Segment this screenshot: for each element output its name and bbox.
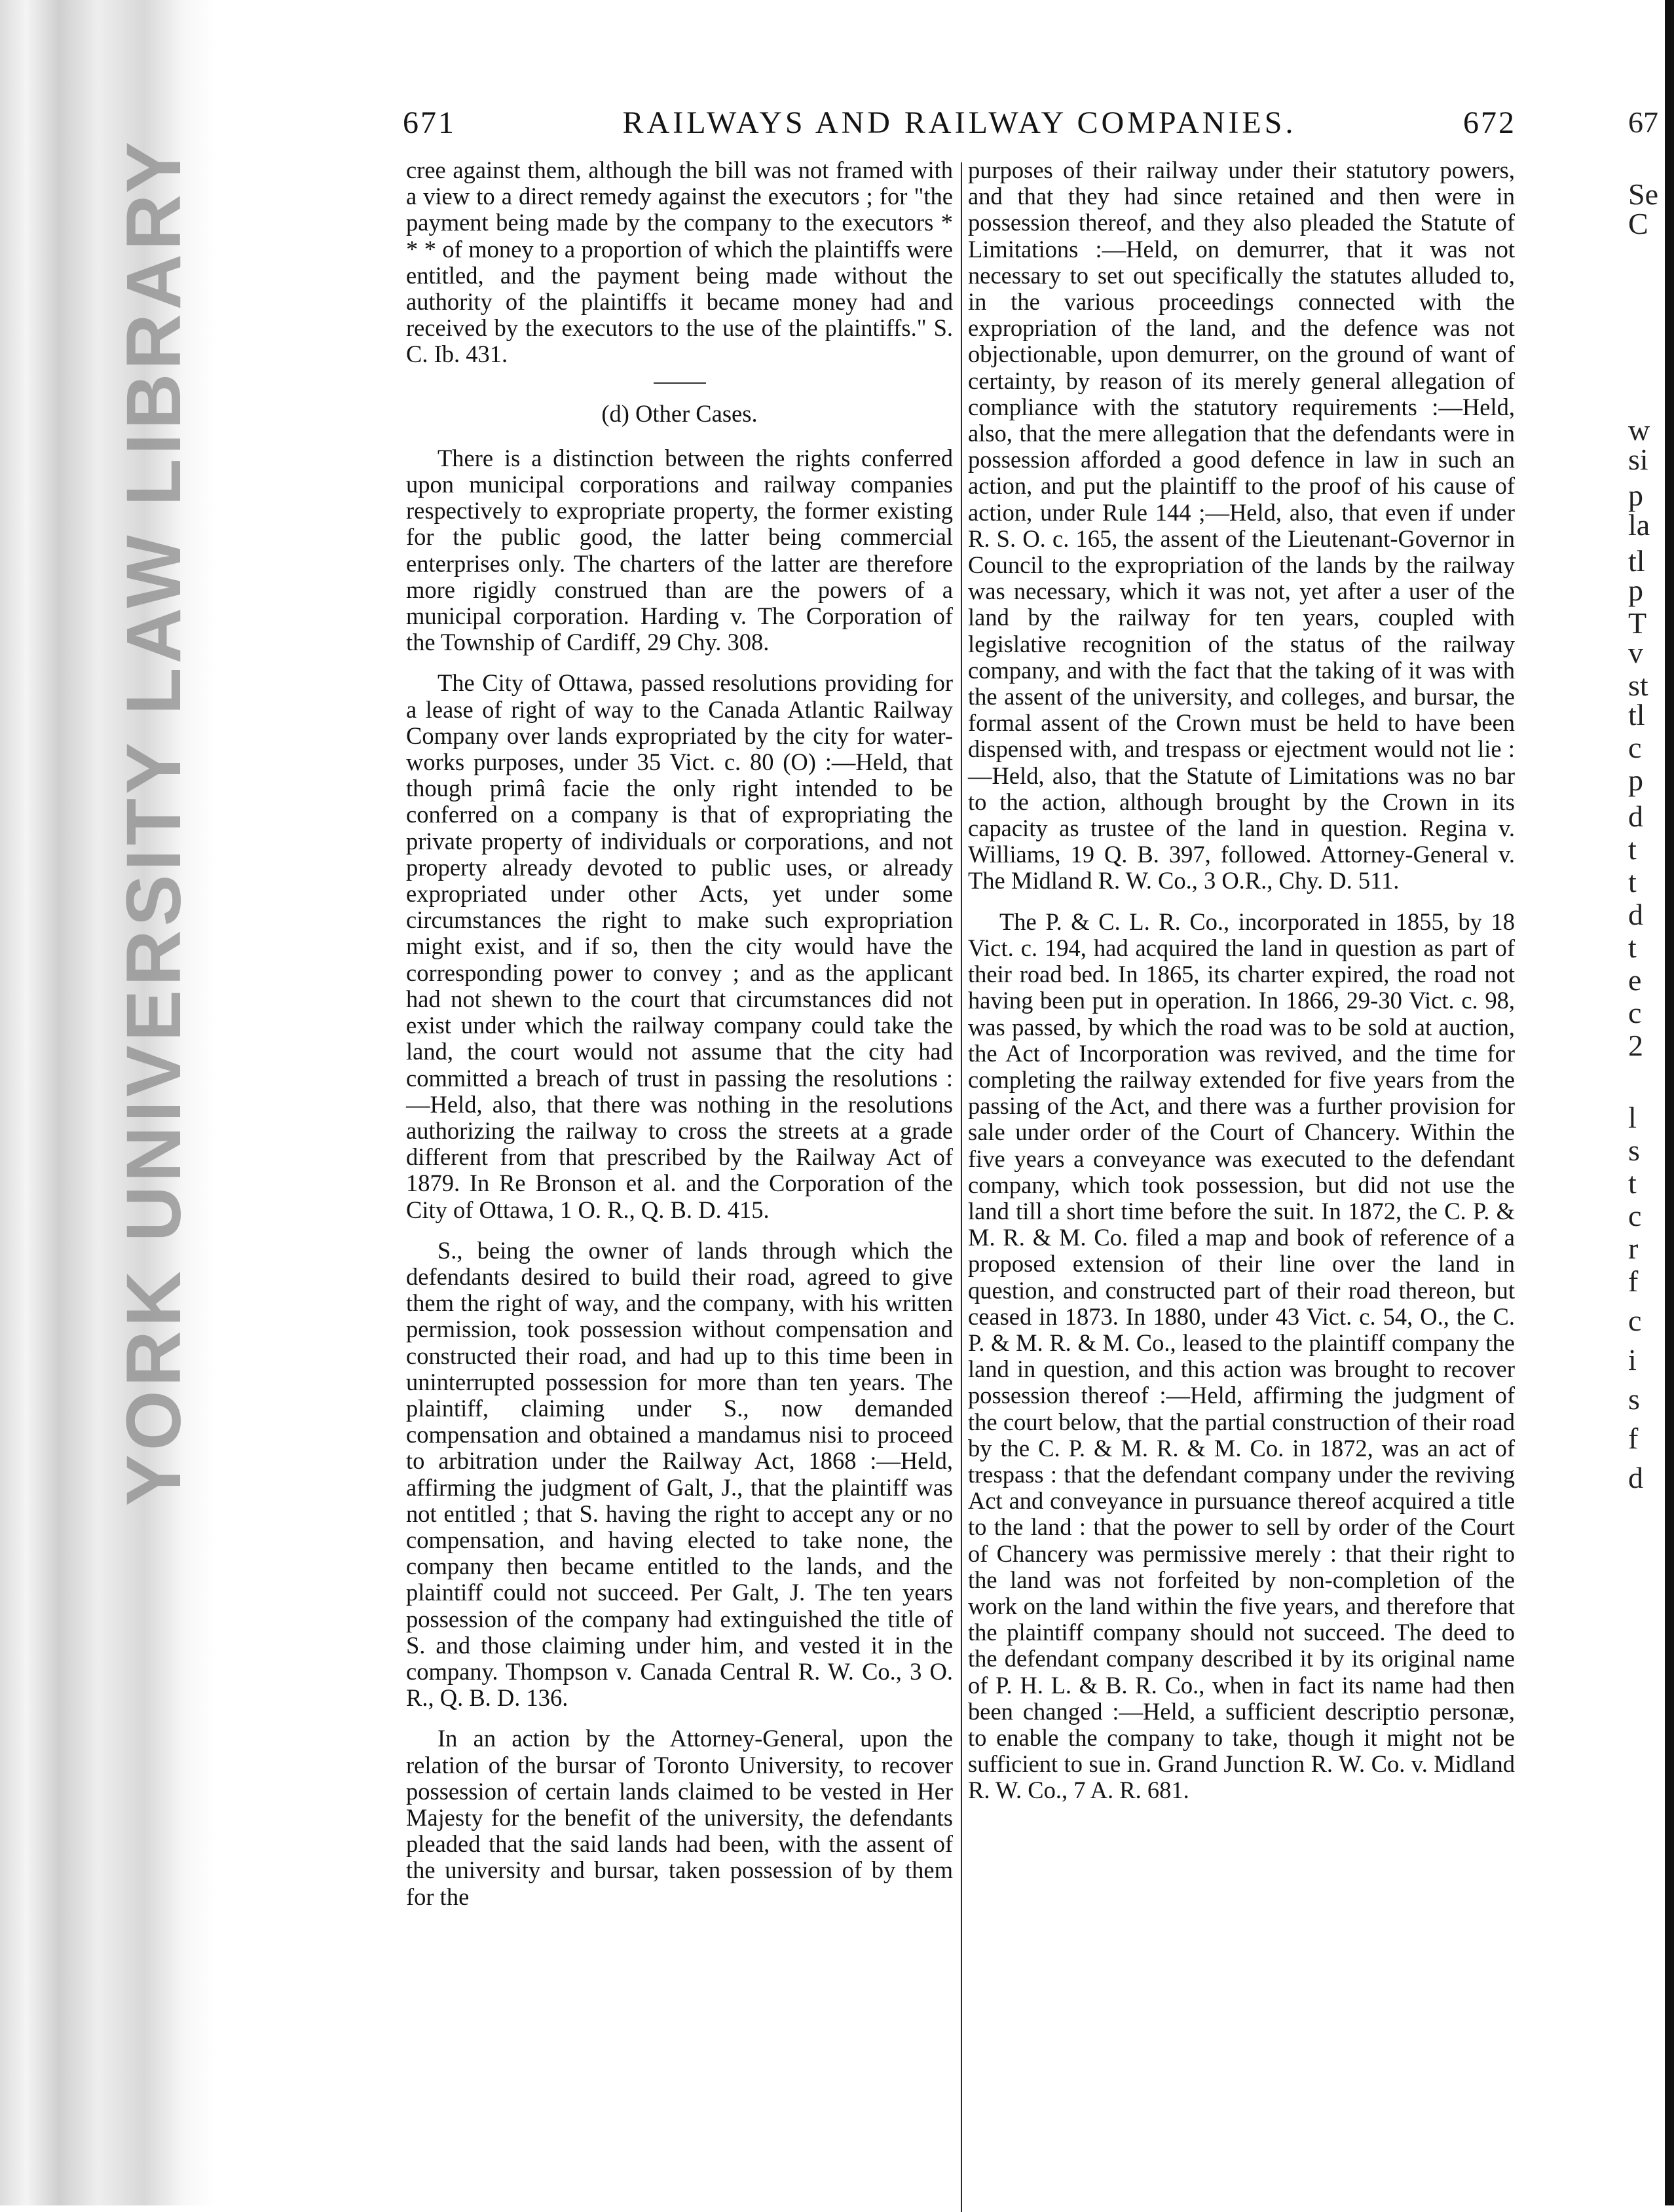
edge-fragment: s bbox=[1628, 1382, 1640, 1416]
edge-fragment: Se bbox=[1628, 177, 1658, 211]
edge-fragment: i bbox=[1628, 1343, 1637, 1376]
edge-fragment: e bbox=[1628, 963, 1642, 997]
edge-fragment: C bbox=[1628, 207, 1648, 240]
edge-fragment: t bbox=[1628, 1166, 1637, 1200]
edge-fragment: c bbox=[1628, 731, 1642, 764]
edge-fragment: d bbox=[1628, 1461, 1643, 1494]
edge-fragment: p bbox=[1628, 574, 1643, 607]
edge-fragment: t bbox=[1628, 931, 1637, 964]
paragraph: S., being the owner of lands through which the defendants desired to build their road, agreed to give them the right of way, and the company, with his written permission, took possession without compensation and constructed their road, and had up to this time been in uninterrupted possession for more than ten years. The plaintiff, claiming under S., now demanded compensation and obtained a mandamus nisi to proceed to arbitration under the Railway Act, 1868 :—Held, affirming the judgment of Galt, J., that the plaintiff was not entitled ; that S. having the right to accept any or no compensation, and having elected to take none, the company then became entitled to the lands, and the plaintiff could not succeed. Per Galt, J. The ten years possession of the company had extinguished the title of S. and those claiming under him, and vested it in the company. Thompson v. Canada Central R. W. Co., 3 O. R., Q. B. D. 136. bbox=[406, 1236, 953, 1712]
edge-fragment: d bbox=[1628, 800, 1643, 833]
page-number-left: 671 bbox=[403, 105, 456, 140]
book-binding-gutter bbox=[0, 0, 216, 2205]
edge-fragment: tl bbox=[1628, 544, 1645, 578]
edge-fragment: r bbox=[1628, 1232, 1639, 1265]
edge-fragment: tl bbox=[1628, 698, 1645, 731]
left-column bbox=[406, 157, 953, 1925]
edge-fragment: 67 bbox=[1628, 105, 1658, 139]
right-column bbox=[968, 157, 1515, 1818]
edge-fragment: c bbox=[1628, 1304, 1642, 1337]
running-header bbox=[403, 105, 1516, 144]
paragraph: The City of Ottawa, passed resolutions providing for a lease of right of way to the Canada Atlantic Railway Company over lands expropriated by the city for water-works purposes, under 35 Vict. c. 80 (O) :—Held, that though primâ facie the only right intended to be conferred on a company is that of expropriating the private property of individuals or corporations, and not property already devoted to public uses, or already expropriated under other Acts, yet under some circumstances the right to make such expropriation might exist, and if so, then the city would have the corresponding power to convey ; and as the applicant had not shewn to the court that circumstances did not exist under which the railway company could take the land, the court would not assume that the city had committed a breach of trust in passing the resolutions :—Held, also, that there was nothing in the resolutions authorizing the railway to cross the streets at a grade different from that prescribed by the Railway Act of 1879. In Re Bronson et al. and the Corporation of the City of Ottawa, 1 O. R., Q. B. D. 415. bbox=[406, 669, 953, 1223]
edge-fragment: 2 bbox=[1628, 1029, 1643, 1062]
edge-fragment: w bbox=[1628, 413, 1650, 447]
paragraph: purposes of their railway under their statutory powers, and that they had since retained and then were in possession thereof, and they also pleaded the Statute of Limitations :—Held, on demurrer, that it was not necessary to set out specifically the statutes alluded to, in the various proceedings connected with the expropriation of the land, and the defence was not objectionable, upon demurrer, on the ground of want of certainty, by reason of its merely general allegation of compliance with the statutory requirements :—Held, also, that the mere allegation that the defendants were in possession afforded a good defence in law in such an action, and put the plaintiff to the proof of his cause of action, under Rule 144 ;—Held, also, that even if under R. S. O. c. 165, the assent of the Lieutenant-Governor in Council to the expropriation of the lands by the railway was necessary, which it was not, yet after a user of the land by the railway for ten years, coupled with legislative recognition of the status of the railway company, and with the fact that the taking of it was with the assent of the university, and colleges, and bursar, the formal assent of the Crown must be held to have been dispensed with, and trespass or ejectment would not lie :—Held, also, that the Statute of Limitations was no bar to the action, although brought by the Crown in its capacity as trustee of the land in question. Regina v. Williams, 19 Q. B. 397, followed. Attorney-General v. The Midland R. W. Co., 3 O.R., Chy. D. 511. bbox=[968, 157, 1515, 894]
edge-fragment: T bbox=[1628, 606, 1647, 640]
edge-fragment: p bbox=[1628, 479, 1643, 512]
paragraph: cree against them, although the bill was not framed with a view to a direct remedy against the executors ; for "the payment being made by the company to the executors * * * of money to a proportion of which the plaintiffs were entitled, and the payment being made without the authority of the plaintiffs it became money had and received by the executors to the use of the plaintiffs." S. C. Ib. 431. bbox=[406, 157, 953, 368]
running-title: RAILWAYS AND RAILWAY COMPANIES. bbox=[622, 105, 1297, 140]
paragraph: There is a distinction between the rights conferred upon municipal corporations and railway companies respectively to expropriate property, the former existing for the public good, the latter being commercial enterprises only. The charters of the latter are therefore more rigidly construed than are the powers of a municipal corporation. Harding v. The Corporation of the Township of Cardiff, 29 Chy. 308. bbox=[406, 444, 953, 656]
edge-fragment: s bbox=[1628, 1134, 1640, 1167]
edge-fragment: d bbox=[1628, 898, 1643, 931]
edge-fragment: t bbox=[1628, 865, 1637, 898]
edge-fragment: t bbox=[1628, 832, 1637, 866]
edge-fragment: p bbox=[1628, 764, 1643, 797]
edge-fragment: c bbox=[1628, 996, 1642, 1029]
edge-fragment: f bbox=[1628, 1422, 1639, 1455]
edge-fragment: f bbox=[1628, 1264, 1639, 1298]
section-heading: (d) Other Cases. bbox=[601, 399, 758, 427]
edge-fragment: v bbox=[1628, 636, 1643, 669]
edge-fragment: c bbox=[1628, 1199, 1642, 1232]
edge-fragment: l bbox=[1628, 1101, 1637, 1134]
next-page-edge bbox=[1623, 0, 1674, 2205]
section-divider bbox=[654, 382, 706, 384]
paragraph: In an action by the Attorney-General, upon the relation of the bursar of Toronto University, to recover possession of certain lands claimed to be vested in Her Majesty for the benefit of the university, the defendants pleaded that the said lands had been, with the assent of the university and bursar, taken possession of by them for the bbox=[406, 1725, 953, 1910]
page-edge-bar bbox=[1665, 0, 1674, 2205]
edge-fragment: st bbox=[1628, 669, 1648, 702]
library-stamp: YORK UNIVERSITY LAW LIBRARY bbox=[111, 138, 197, 1506]
edge-fragment: si bbox=[1628, 443, 1648, 476]
page-number-right: 672 bbox=[1463, 105, 1516, 140]
paragraph: The P. & C. L. R. Co., incorporated in 1855, by 18 Vict. c. 194, had acquired the land in question as part of their road bed. In 1865, its charter expired, the road not having been put in operation. In 1866, 29-30 Vict. c. 98, was passed, by which the road was to be sold at auction, the Act of Incorporation was revived, and the time for completing the railway extended for five years from the passing of the Act, and there was a further provision for sale under order of the Court of Chancery. Within the five years a conveyance was executed to the defendant company, which took possession, but did not use the land till a short time before the suit. In 1872, the C. P. & M. R. & M. Co. filed a map and book of reference of a proposed extension of their line over the land in question, and constructed part of their road thereon, but ceased in 1873. In 1880, under 43 Vict. c. 54, O., the C. P. & M. R. & M. Co., leased to the plaintiff company the land in question, and this action was brought to recover possession thereof :—Held, affirming the judgment of the court below, that the partial construction of their road by the C. P. & M. R. & M. Co. in 1872, was an act of trespass : that the defendant company under the reviving Act and conveyance in pursuance thereof acquired a title to the land : that the power to sell by order of the Court of Chancery was permissive merely : that their right to the land was not forfeited by non-completion of the work on the land within the five years, and therefore that the plaintiff company should not succeed. The deed to the defendant company described it by its original name of P. H. L. & B. R. Co., when in fact its name had then been changed :—Held, a sufficient descriptio personæ, to enable the company to take, though it might not be sufficient to sue in. Grand Junction R. W. Co. v. Midland R. W. Co., 7 A. R. 681. bbox=[968, 908, 1515, 1804]
edge-fragment: la bbox=[1628, 508, 1650, 542]
column-rule bbox=[961, 162, 962, 2212]
